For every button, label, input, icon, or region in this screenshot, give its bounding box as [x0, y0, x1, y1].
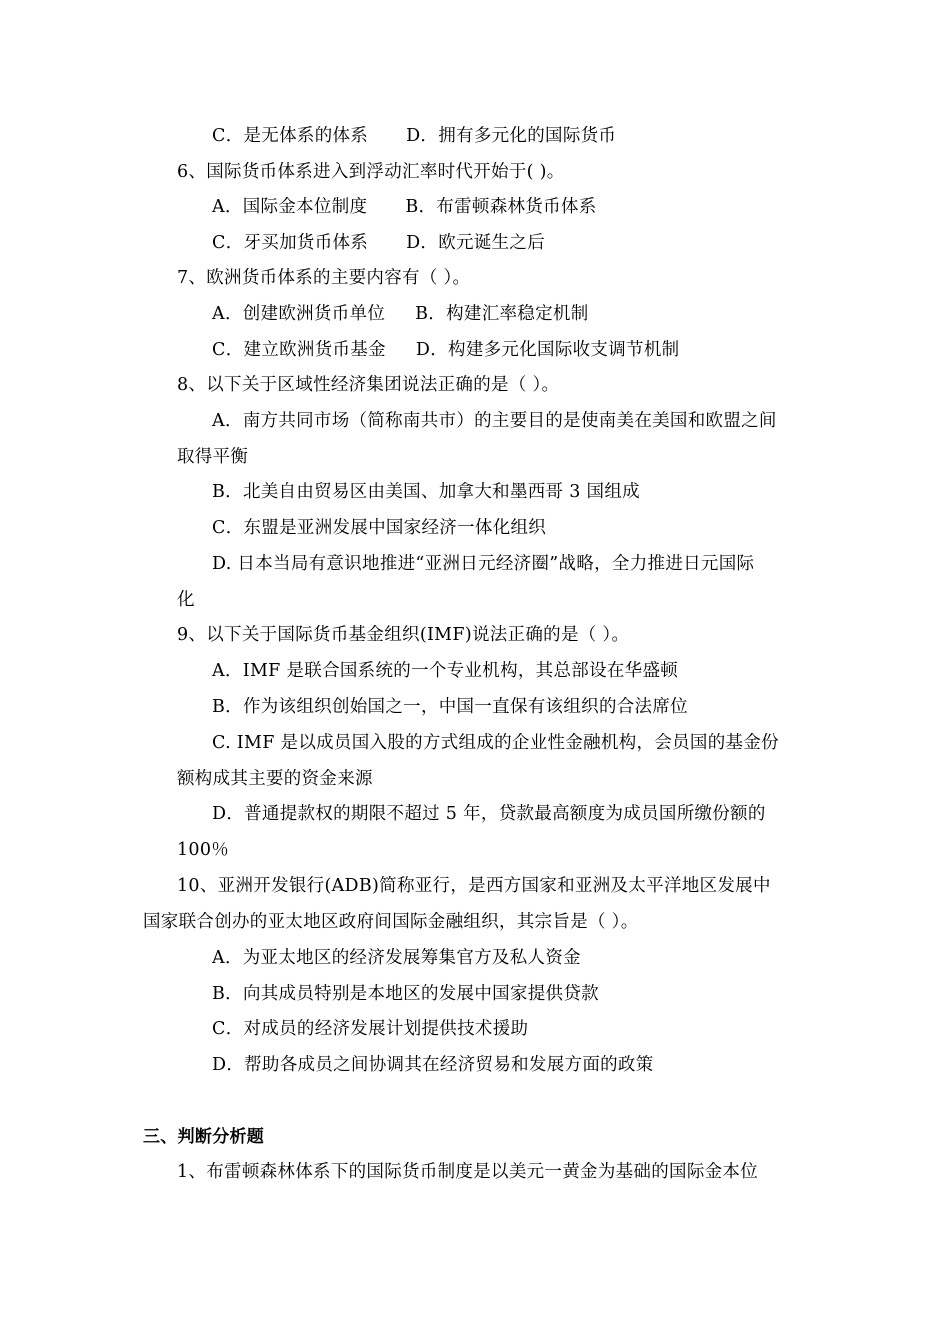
option-8d-line2: 化 [177, 590, 195, 610]
option-pair-q6-cd [212, 231, 545, 255]
option-pair-q5-cd [212, 124, 616, 148]
option-10c: C．对成员的经济发展计划提供技术援助 [212, 1019, 529, 1039]
option-pair-q6-ab [212, 195, 597, 219]
option-9d-line2: 100％ [177, 840, 230, 860]
option-a: A．国际金本位制度 [212, 197, 368, 217]
judgment-question-1: 1、布雷顿森林体系下的国际货币制度是以美元一黄金为基础的国际金本位 [177, 1162, 759, 1182]
option-pair-q7-cd [212, 338, 679, 362]
option-d: D．构建多元化国际收支调节机制 [415, 340, 680, 360]
question-7: 7、欧洲货币体系的主要内容有（ ）。 [177, 268, 471, 288]
option-8c: C．东盟是亚洲发展中国家经济一体化组织 [212, 518, 547, 538]
option-pair-q7-ab [212, 302, 589, 326]
question-9: 9、以下关于国际货币基金组织(IMF)说法正确的是（ ）。 [177, 625, 630, 645]
option-c: C．牙买加货币体系 [212, 233, 369, 253]
question-10-line1: 10、亚洲开发银行(ADB)简称亚行，是西方国家和亚洲及太平洋地区发展中 [177, 876, 771, 896]
option-8d-line1: D. 日本当局有意识地推进“亚洲日元经济圈”战略，全力推进日元国际 [212, 554, 755, 574]
option-10d: D．帮助各成员之间协调其在经济贸易和发展方面的政策 [212, 1055, 654, 1075]
option-8a-line1: A．南方共同市场（简称南共市）的主要目的是使南美在美国和欧盟之间 [212, 411, 777, 431]
option-9d-line1: D．普通提款权的期限不超过 5 年，贷款最高额度为成员国所缴份额的 [212, 804, 766, 824]
option-8a-line2: 取得平衡 [177, 447, 249, 467]
section-heading: 三、判断分析题 [143, 1127, 265, 1147]
option-8b: B．北美自由贸易区由美国、加拿大和墨西哥 3 国组成 [212, 482, 640, 502]
option-b: B．构建汇率稳定机制 [415, 304, 589, 324]
option-9a: A．IMF 是联合国系统的一个专业机构，其总部设在华盛顿 [212, 661, 679, 681]
option-c: C．是无体系的体系 [212, 126, 369, 146]
question-6: 6、国际货币体系进入到浮动汇率时代开始于( )。 [177, 162, 565, 182]
option-a: A．创建欧洲货币单位 [212, 304, 386, 324]
option-d: D．拥有多元化的国际货币 [406, 126, 617, 146]
option-10b: B．向其成员特别是本地区的发展中国家提供贷款 [212, 984, 599, 1004]
option-d: D．欧元诞生之后 [406, 233, 546, 253]
option-9c-line2: 额构成其主要的资金来源 [177, 769, 373, 789]
option-9b: B．作为该组织创始国之一，中国一直保有该组织的合法席位 [212, 697, 688, 717]
option-c: C．建立欧洲货币基金 [212, 340, 386, 360]
option-10a: A．为亚太地区的经济发展筹集官方及私人资金 [212, 948, 581, 968]
option-9c-line1: C. IMF 是以成员国入股的方式组成的企业性金融机构，会员国的基金份 [212, 733, 779, 753]
option-b: B．布雷顿森林货币体系 [405, 197, 597, 217]
question-10-line2: 国家联合创办的亚太地区政府间国际金融组织，其宗旨是（ ）。 [143, 912, 639, 932]
question-8: 8、以下关于区域性经济集团说法正确的是（ ）。 [177, 375, 560, 395]
